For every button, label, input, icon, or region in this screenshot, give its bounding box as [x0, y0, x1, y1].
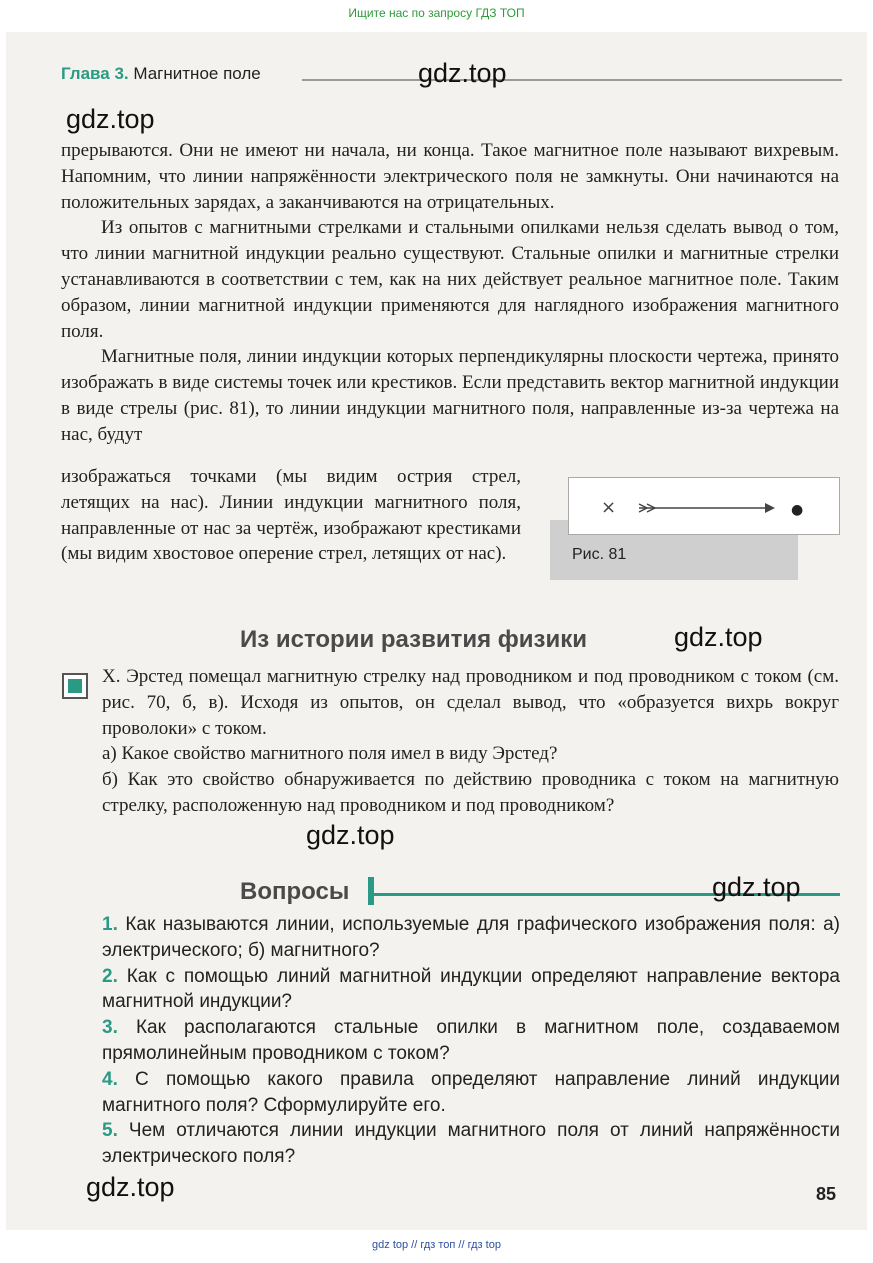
history-section-title: Из истории развития физики [240, 626, 588, 653]
watermark: gdz.top [86, 1172, 175, 1202]
watermark: gdz.top [418, 58, 507, 88]
text-block-1 [61, 138, 839, 448]
task-icon [62, 673, 88, 699]
chapter-title: Магнитное поле [133, 64, 261, 83]
paragraph: изображаться точками (мы видим острия стрел, летящих на нас). Линии индукции магнитного поля, направленные от нас за чертёж, изображают крестиками (мы видим хвостовое оперение стрел, летящих от нас). [61, 466, 521, 565]
header-rule [302, 79, 842, 81]
history-text [102, 664, 839, 819]
history-question-a: а) Какое свойство магнитного поля имел в виду Эрстед? [102, 743, 558, 765]
question-item: 5. Чем отличаются линии индукции магнитного поля от линий напряжённости электрического поля? [102, 1120, 840, 1168]
question-item: 1. Как называются линии, используемые для графического изображения поля: а) электрического; б) магнитного? [102, 914, 840, 961]
paragraph: Из опытов с магнитными стрелками и стальными опилками нельзя сделать вывод о том, что линии магнитной индукции реально существуют. Стальные опилки и магнитные стрелки устанавливаются в соответствии с тем, как на них действует реальное магнитное поле. Таким образом, линии магнитной индукции применяются для наглядного изображения магнитного поля. [61, 217, 839, 342]
questions-title: Вопросы [240, 878, 350, 905]
figure-caption: Рис. 81 [572, 546, 627, 563]
arrow-icon [639, 503, 775, 513]
cross-symbol: × [601, 497, 617, 518]
question-item: 3. Как располагаются стальные опилки в магнитном поле, создаваемом прямолинейным проводником с током? [102, 1017, 840, 1064]
questions-marker [368, 877, 374, 905]
watermark: gdz.top [66, 104, 155, 134]
history-paragraph: Х. Эрстед помещал магнитную стрелку над проводником и под проводником с током (см. рис. 70, б, в). Исходя из опытов, он сделал вывод, что «образуется вихрь вокруг проволоки» с током. [102, 666, 839, 739]
figure-81 [568, 477, 840, 535]
question-item: 4. С помощью какого правила определяют направление линий индукции магнитного поля? Сформулируйте его. [102, 1068, 841, 1116]
top-banner[interactable]: Ищите нас по запросу ГДЗ ТОП [348, 6, 525, 20]
text-block-2 [61, 464, 521, 567]
paragraph: прерываются. Они не имеют ни начала, ни конца. Такое магнитное поле называют вихревым. Напомним, что линии напряжённости электрического поля не замкнуты. Они начинаются на положительных зарядах, а заканчиваются на отрицательных. [61, 140, 839, 213]
chapter-number: Глава 3. [61, 64, 129, 83]
dot-symbol: ● [791, 502, 804, 518]
history-question-b: б) Как это свойство обнаруживается по действию проводника с током на магнитную стрелку, расположенную над проводником и под проводником? [102, 769, 839, 816]
question-item: 2. Как с помощью линий магнитной индукции определяют направление вектора магнитной индукции? [102, 965, 840, 1013]
paragraph: Магнитные поля, линии индукции которых перпендикулярны плоскости чертежа, принято изображать в виде системы точек или крестиков. Если представить вектор магнитной индукции в виде стрелы (рис. 81), то линии индукции магнитного поля, направленные из-за чертежа на нас, будут [61, 346, 839, 445]
watermark: gdz.top [712, 872, 801, 902]
watermark: gdz.top [306, 820, 395, 850]
bottom-banner[interactable]: gdz top // гдз топ // гдз top [372, 1239, 501, 1251]
page-number: 85 [816, 1184, 837, 1204]
chapter-header [61, 64, 261, 88]
questions-list [102, 912, 840, 1170]
watermark: gdz.top [674, 622, 763, 652]
arrow-diagram [569, 478, 839, 534]
